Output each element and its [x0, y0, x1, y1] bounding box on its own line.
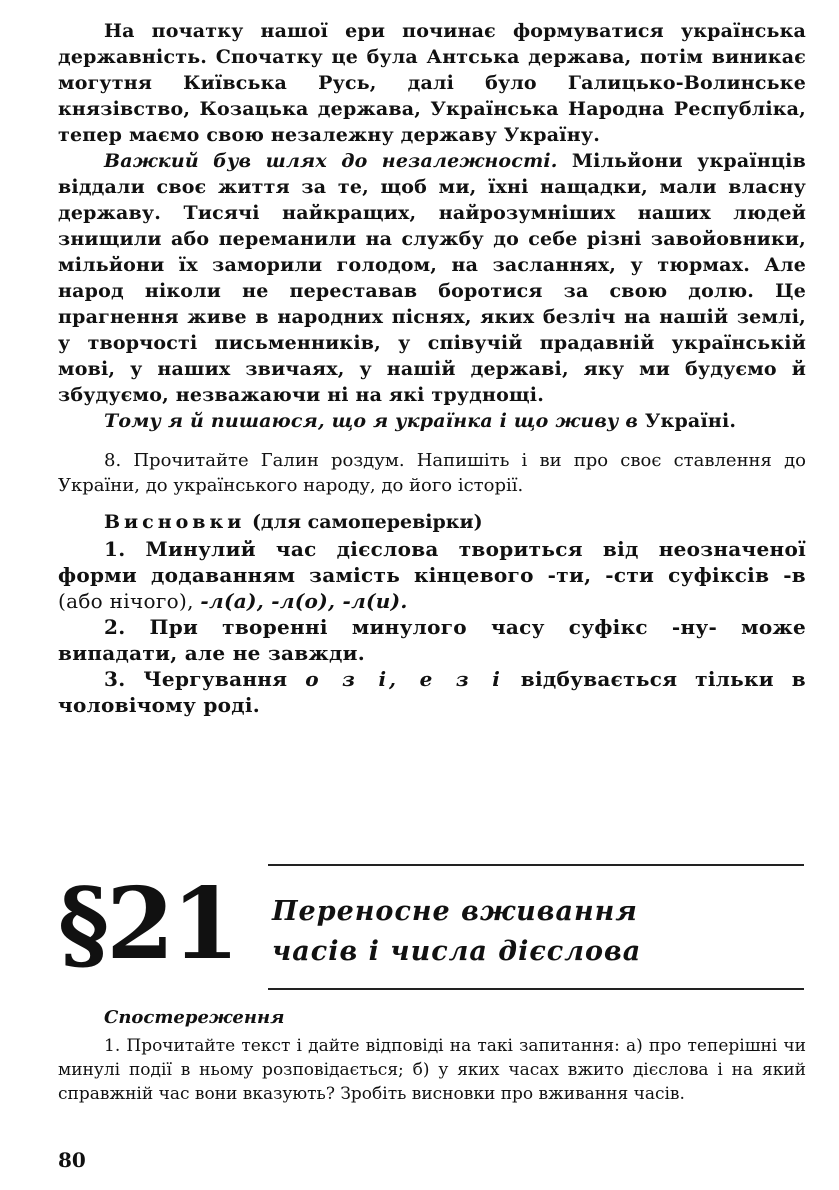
paragraph-pride — [58, 408, 806, 434]
paragraph-statehood: На початку нашої ери починає формуватися українська державність. Спочатку це була Антська держава, потім виникає могутня Київська Русь, далі було Галицько-Волинське князівство, Козацька держава, Українська Народна Республіка, тепер маємо свою незалежну державу Україну. — [58, 20, 806, 146]
section-rule-bottom — [268, 988, 804, 990]
conclusion-1-ty: -ти, -сти — [547, 563, 655, 587]
section-rule-top — [268, 864, 804, 866]
conclusion-1 — [58, 536, 806, 614]
conclusion-3-alternation: о з і, е з і — [305, 667, 503, 691]
section-number: §21 — [58, 867, 237, 982]
task-8-text: Прочитайте Галин роздум. Напишіть і ви про своє ставлення до України, до українського народу, до його історії. — [58, 450, 806, 496]
conclusion-3 — [58, 666, 806, 718]
conclusion-2-nu: -ну- — [671, 615, 718, 639]
conclusion-1-paren: (або нічого), — [58, 589, 201, 613]
observations-task-1: 1. Прочитайте текст і дайте відповіді на такі запитання: а) про теперішні чи минулі події в ньому розповідається; б) у яких часах вжито дієслова і на який справжній час вони вказують? Зробіть висновки про вживання часів. — [58, 1036, 806, 1104]
paragraph-pride-rest: Україні. — [638, 410, 737, 432]
conclusion-2-start: 2. При творенні минулого часу суфікс — [104, 615, 672, 639]
conclusion-1-start: 1. Минулий час дієслова твориться від неозначеної форми додаванням замість кінцевого — [58, 537, 806, 587]
conclusions-subtitle: (для самоперевірки) — [245, 511, 483, 533]
page-body — [58, 18, 806, 718]
paragraph-independence-rest: Мільйони українців віддали своє життя за те, щоб ми, їхні нащадки, мали власну державу. Тисячі найкращих, найрозумніших наших людей знищили або переманили на службу до себе різні завойовники, мільйони їх заморили голодом, на засланнях, у тюрмах. Але народ ніколи не переставав боротися за свою долю. Це прагнення живе в народних піснях, яких безліч на нашій землі, у творчості письменників, у співучій прадавній українській мові, у наших звичаях, у нашій державі, яку ми будуємо й збудуємо, незважаючи ні на які труднощі. — [58, 150, 806, 406]
conclusion-1-mid: суфіксів — [654, 563, 784, 587]
conclusion-1-suffixes: -л(а), -л(о), -л(и). — [200, 589, 408, 613]
paragraph-independence-italic: Важкий був шлях до незалежності. — [104, 150, 558, 172]
conclusion-2-end: може випадати, але не завжди. — [58, 615, 806, 665]
conclusion-2 — [58, 614, 806, 666]
observations-block — [58, 1004, 806, 1106]
conclusion-3-start: 3. Чергування — [104, 667, 306, 691]
conclusions-heading — [58, 508, 806, 536]
task-8 — [58, 448, 806, 498]
section-title — [272, 892, 641, 972]
paragraph-pride-italic: Тому я й пишаюся, що я українка і що живу в — [104, 410, 639, 432]
observations-title: Спостереження — [104, 1007, 285, 1028]
conclusion-3-end: відбувається тільки в чоловічому роді. — [58, 667, 806, 717]
section-title-line-1: Переносне вживання — [272, 896, 638, 927]
paragraph-independence — [58, 148, 806, 408]
page-number: 80 — [58, 1148, 86, 1172]
section-title-line-2: часів і числа дієслова — [272, 936, 642, 967]
conclusions-title: Висновки — [104, 511, 246, 533]
section-header — [58, 862, 806, 992]
conclusion-1-v: -в — [783, 563, 807, 587]
task-8-number: 8. — [104, 450, 122, 471]
